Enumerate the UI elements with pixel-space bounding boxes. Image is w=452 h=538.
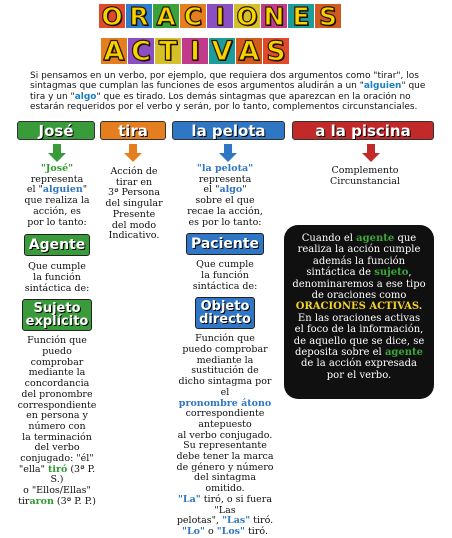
paciente-badge: Paciente — [186, 233, 264, 255]
col1-line: "ella" — [18, 463, 48, 475]
box-text: Cuando el — [301, 233, 357, 244]
col1-line: que realiza la — [24, 195, 90, 207]
title-letter-tile: N — [261, 4, 287, 28]
title-activas — [101, 35, 289, 67]
column-circunstancial — [294, 166, 436, 187]
col1-desc-line: mediante la — [28, 367, 86, 379]
col3-line: tiró, o si fuera "Las — [200, 493, 273, 516]
sujeto-text: Sujeto — [33, 301, 81, 317]
col1-line: acción, es — [33, 205, 81, 217]
col3-desc-line: de género y número — [176, 461, 274, 473]
col1-desc-line: número con — [28, 420, 86, 432]
header-a-la-piscina: a la piscina — [292, 121, 434, 140]
explicito-text: explícito — [25, 314, 89, 330]
title-letter-tile: R — [126, 4, 152, 28]
column-agente — [12, 164, 102, 508]
col4-line: Circunstancial — [330, 175, 400, 187]
col3-line: el " — [203, 184, 220, 196]
col1-line: sintáctica de: — [24, 282, 90, 294]
title-letter-tile: O — [234, 4, 260, 28]
col3-line: recae la acción, — [187, 205, 263, 217]
col1-desc-line: conjugado: "él" — [20, 453, 94, 465]
algo-label: algo — [219, 184, 243, 196]
box-agente: agente — [356, 233, 395, 244]
lo-pronoun: "Lo" — [182, 525, 205, 537]
box-text: de la acción expresada por el verbo. — [301, 358, 417, 381]
col3-line: tiró. — [244, 525, 268, 537]
col1-description — [12, 336, 102, 464]
directo-text: directo — [199, 312, 251, 328]
title-letter-tile: I — [182, 38, 208, 64]
alguien-label: alguien — [42, 184, 83, 196]
col3-desc-line: correspondiente — [185, 408, 265, 420]
los-pronoun: "Los" — [216, 525, 245, 537]
intro-paragraph — [30, 71, 432, 113]
col3-desc-line: puedo comprobar — [182, 344, 268, 356]
col2-line: Indicativo. — [108, 230, 160, 242]
col1-desc-line: del pronombre — [21, 388, 93, 400]
col3-desc-line: del sintagma omitido. — [193, 472, 257, 495]
header-tira: tira — [100, 121, 166, 140]
pelota-label: "la pelota" — [196, 163, 254, 174]
column-verbo — [104, 167, 164, 242]
la-pronoun: "La" — [177, 493, 201, 505]
col3-description — [173, 334, 277, 398]
col2-line: Presente — [112, 208, 156, 220]
objeto-text: Objeto — [200, 299, 250, 315]
col2-line: del modo — [111, 219, 157, 231]
agente-badge: Agente — [24, 234, 91, 256]
col1-line: o "Ellos/Ellas" — [23, 485, 91, 497]
col1-line: Que cumple — [28, 261, 86, 273]
col3-line: es por lo tanto: — [188, 216, 262, 228]
intro-alguien: alguien — [363, 81, 402, 92]
objeto-directo-badge — [195, 297, 255, 329]
title-letter-tile: A — [236, 38, 262, 64]
col3-description-2 — [173, 409, 277, 495]
col1-line: la función — [33, 271, 81, 283]
col1-line: por lo tanto: — [27, 216, 87, 228]
intro-text-3: " que es tirado. Los demás sintagmas que aparezcan en la oración no estarán requeridos por el verbo y serán, por lo tanto, complementos circunstanciales. — [30, 91, 418, 113]
pronombre-atono: pronombre átono — [178, 397, 272, 409]
col1-line: " — [82, 184, 88, 196]
col3-desc-line: sustitución de — [191, 365, 259, 377]
title-letter-tile: I — [207, 4, 233, 28]
summary-box — [284, 225, 434, 399]
tiro-verb: tiró — [47, 463, 68, 475]
col2-line: del singular — [105, 198, 163, 210]
intro-algo: algo — [74, 91, 97, 102]
col2-line: tirar en — [115, 176, 153, 188]
col3-desc-line: Función que — [195, 333, 255, 345]
col3-line: sintáctica de: — [192, 280, 258, 292]
col3-line: tiró. — [250, 515, 274, 527]
title-letter-tile: E — [288, 4, 314, 28]
col1-line: el " — [26, 184, 43, 196]
box-agente-2: agente — [384, 347, 424, 359]
header-la-pelota: la pelota — [172, 121, 285, 140]
col1-desc-line: la terminación — [22, 431, 92, 443]
col3-desc-line: mediante la — [196, 354, 254, 366]
col3-desc-line: dicho sintagma por el — [178, 376, 272, 398]
title-letter-tile: V — [209, 38, 235, 64]
intro-text-1: Si pensamos en un verbo, por ejemplo, que requiera dos argumentos como "tirar", los sintagmas que cumplan las funciones de esos argumentos aludirán a un " — [30, 71, 419, 92]
col3-line: representa — [198, 173, 252, 185]
col3-desc-line: al verbo conjugado. — [177, 429, 273, 441]
title-letter-tile: A — [101, 38, 127, 64]
intro-text-2: " que tira y un " — [30, 81, 426, 102]
col1-line: representa — [30, 173, 84, 185]
col3-desc-line: antepuesto — [198, 418, 252, 430]
sujeto-explicito-badge — [22, 299, 93, 331]
box-sujeto: sujeto — [374, 267, 409, 279]
col1-line: (3ª P. S.) — [50, 463, 96, 486]
col1-desc-line: concordancia — [24, 378, 90, 390]
aron-ending: aron — [29, 495, 54, 507]
title-oraciones — [99, 1, 341, 31]
col3-line: pelotas", — [176, 515, 223, 527]
title-letter-tile: O — [99, 4, 125, 28]
col1-line: (3ª P. P.) — [53, 495, 96, 507]
title-letter-tile: S — [263, 38, 289, 64]
col3-line: " — [242, 184, 247, 196]
col1-desc-line: en persona y — [26, 410, 88, 422]
col2-line: Acción de — [110, 166, 158, 177]
box-text: En las oraciones activas el foco de la información, de aquello que se dice, se deposita sobre el — [293, 312, 425, 359]
column-paciente — [173, 164, 277, 538]
col1-desc-line: puedo — [42, 346, 72, 358]
title-letter-tile: T — [155, 38, 181, 64]
col1-desc-line: del verbo — [34, 442, 80, 454]
col3-desc-line: Su representante — [183, 440, 267, 452]
col3-line: la función — [201, 269, 249, 281]
title-letter-tile: C — [128, 38, 154, 64]
col1-desc-line: Función que — [27, 335, 87, 347]
col1-desc-line: comprobar — [30, 356, 84, 368]
title-letter-tile: S — [315, 4, 341, 28]
box-oraciones-activas: ORACIONES ACTIVAS. — [295, 301, 423, 313]
col3-line: sobre el que — [195, 195, 255, 207]
header-jose: José — [17, 121, 95, 140]
las-pronoun: "Las" — [222, 515, 251, 527]
jose-label: "José" — [40, 163, 74, 174]
col4-line: Complemento — [331, 165, 399, 176]
col1-desc-line: correspondiente — [17, 399, 97, 411]
col1-line: tir — [18, 495, 30, 507]
title-letter-tile: C — [180, 4, 206, 28]
col2-line: 3ª Persona — [107, 187, 161, 199]
col3-line: o — [204, 525, 217, 537]
col3-line: Que cumple — [196, 259, 254, 271]
col3-desc-line: debe tener la marca — [176, 451, 274, 463]
box-text: , denominaremos a ese tipo de oraciones como — [292, 267, 426, 302]
box-text: que realiza la acción cumple además la función sintáctica de — [297, 233, 421, 279]
title-letter-tile: A — [153, 4, 179, 28]
